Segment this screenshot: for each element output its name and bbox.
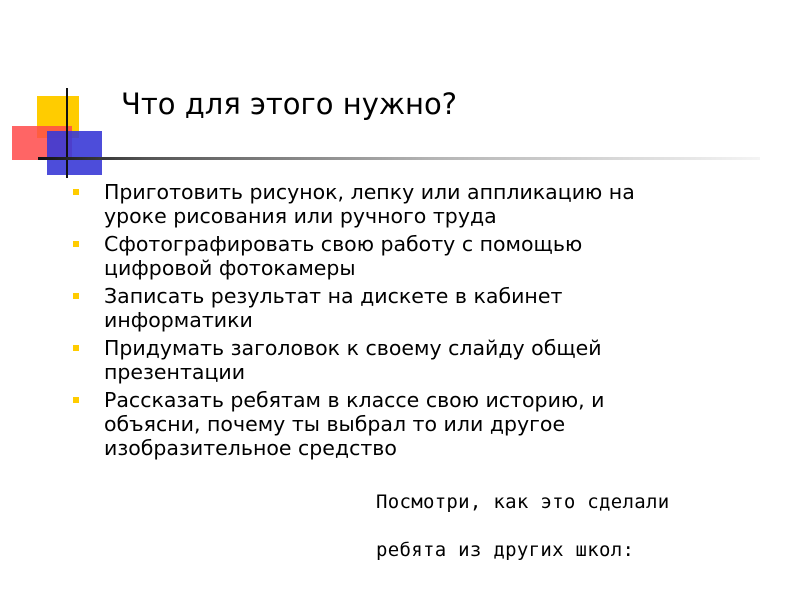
title-underline <box>38 157 760 160</box>
bullet-text-line: информатики <box>104 308 253 332</box>
bullet-item <box>73 232 713 280</box>
bullet-square-icon <box>73 345 79 351</box>
note-line-2: ребята из других школ: <box>376 539 635 561</box>
bullet-item <box>73 284 713 332</box>
bullet-square-icon <box>73 241 79 247</box>
bullet-text-line: уроке рисования или ручного труда <box>104 204 497 228</box>
bullet-square-icon <box>73 397 79 403</box>
bullet-item <box>73 388 713 460</box>
bullet-square-icon <box>73 293 79 299</box>
bullet-text-line: Придумать заголовок к своему слайду общей <box>104 336 602 360</box>
bullet-list <box>73 180 713 464</box>
bullet-text-line: цифровой фотокамеры <box>104 256 356 280</box>
slide-title: Что для этого нужно? <box>121 87 458 121</box>
bullet-square-icon <box>73 189 79 195</box>
bullet-text-line: презентации <box>104 360 246 384</box>
bullet-item <box>73 180 713 228</box>
bullet-text-line: Приготовить рисунок, лепку или аппликацию на <box>104 180 635 204</box>
note-line-1: Посмотри, как это сделали <box>376 491 670 513</box>
bullet-text-line: Сфотографировать свою работу с помощью <box>104 232 583 256</box>
bullet-text-line: изобразительное средство <box>104 436 397 460</box>
bullet-item <box>73 336 713 384</box>
bullet-text-line: Рассказать ребятам в классе свою историю, и <box>104 388 605 412</box>
bullet-text-line: объясни, почему ты выбрал то или другое <box>104 412 566 436</box>
bullet-text-line: Записать результат на дискете в кабинет <box>104 284 563 308</box>
decor-vertical-line <box>66 88 68 178</box>
decor-blue-square <box>47 131 102 175</box>
